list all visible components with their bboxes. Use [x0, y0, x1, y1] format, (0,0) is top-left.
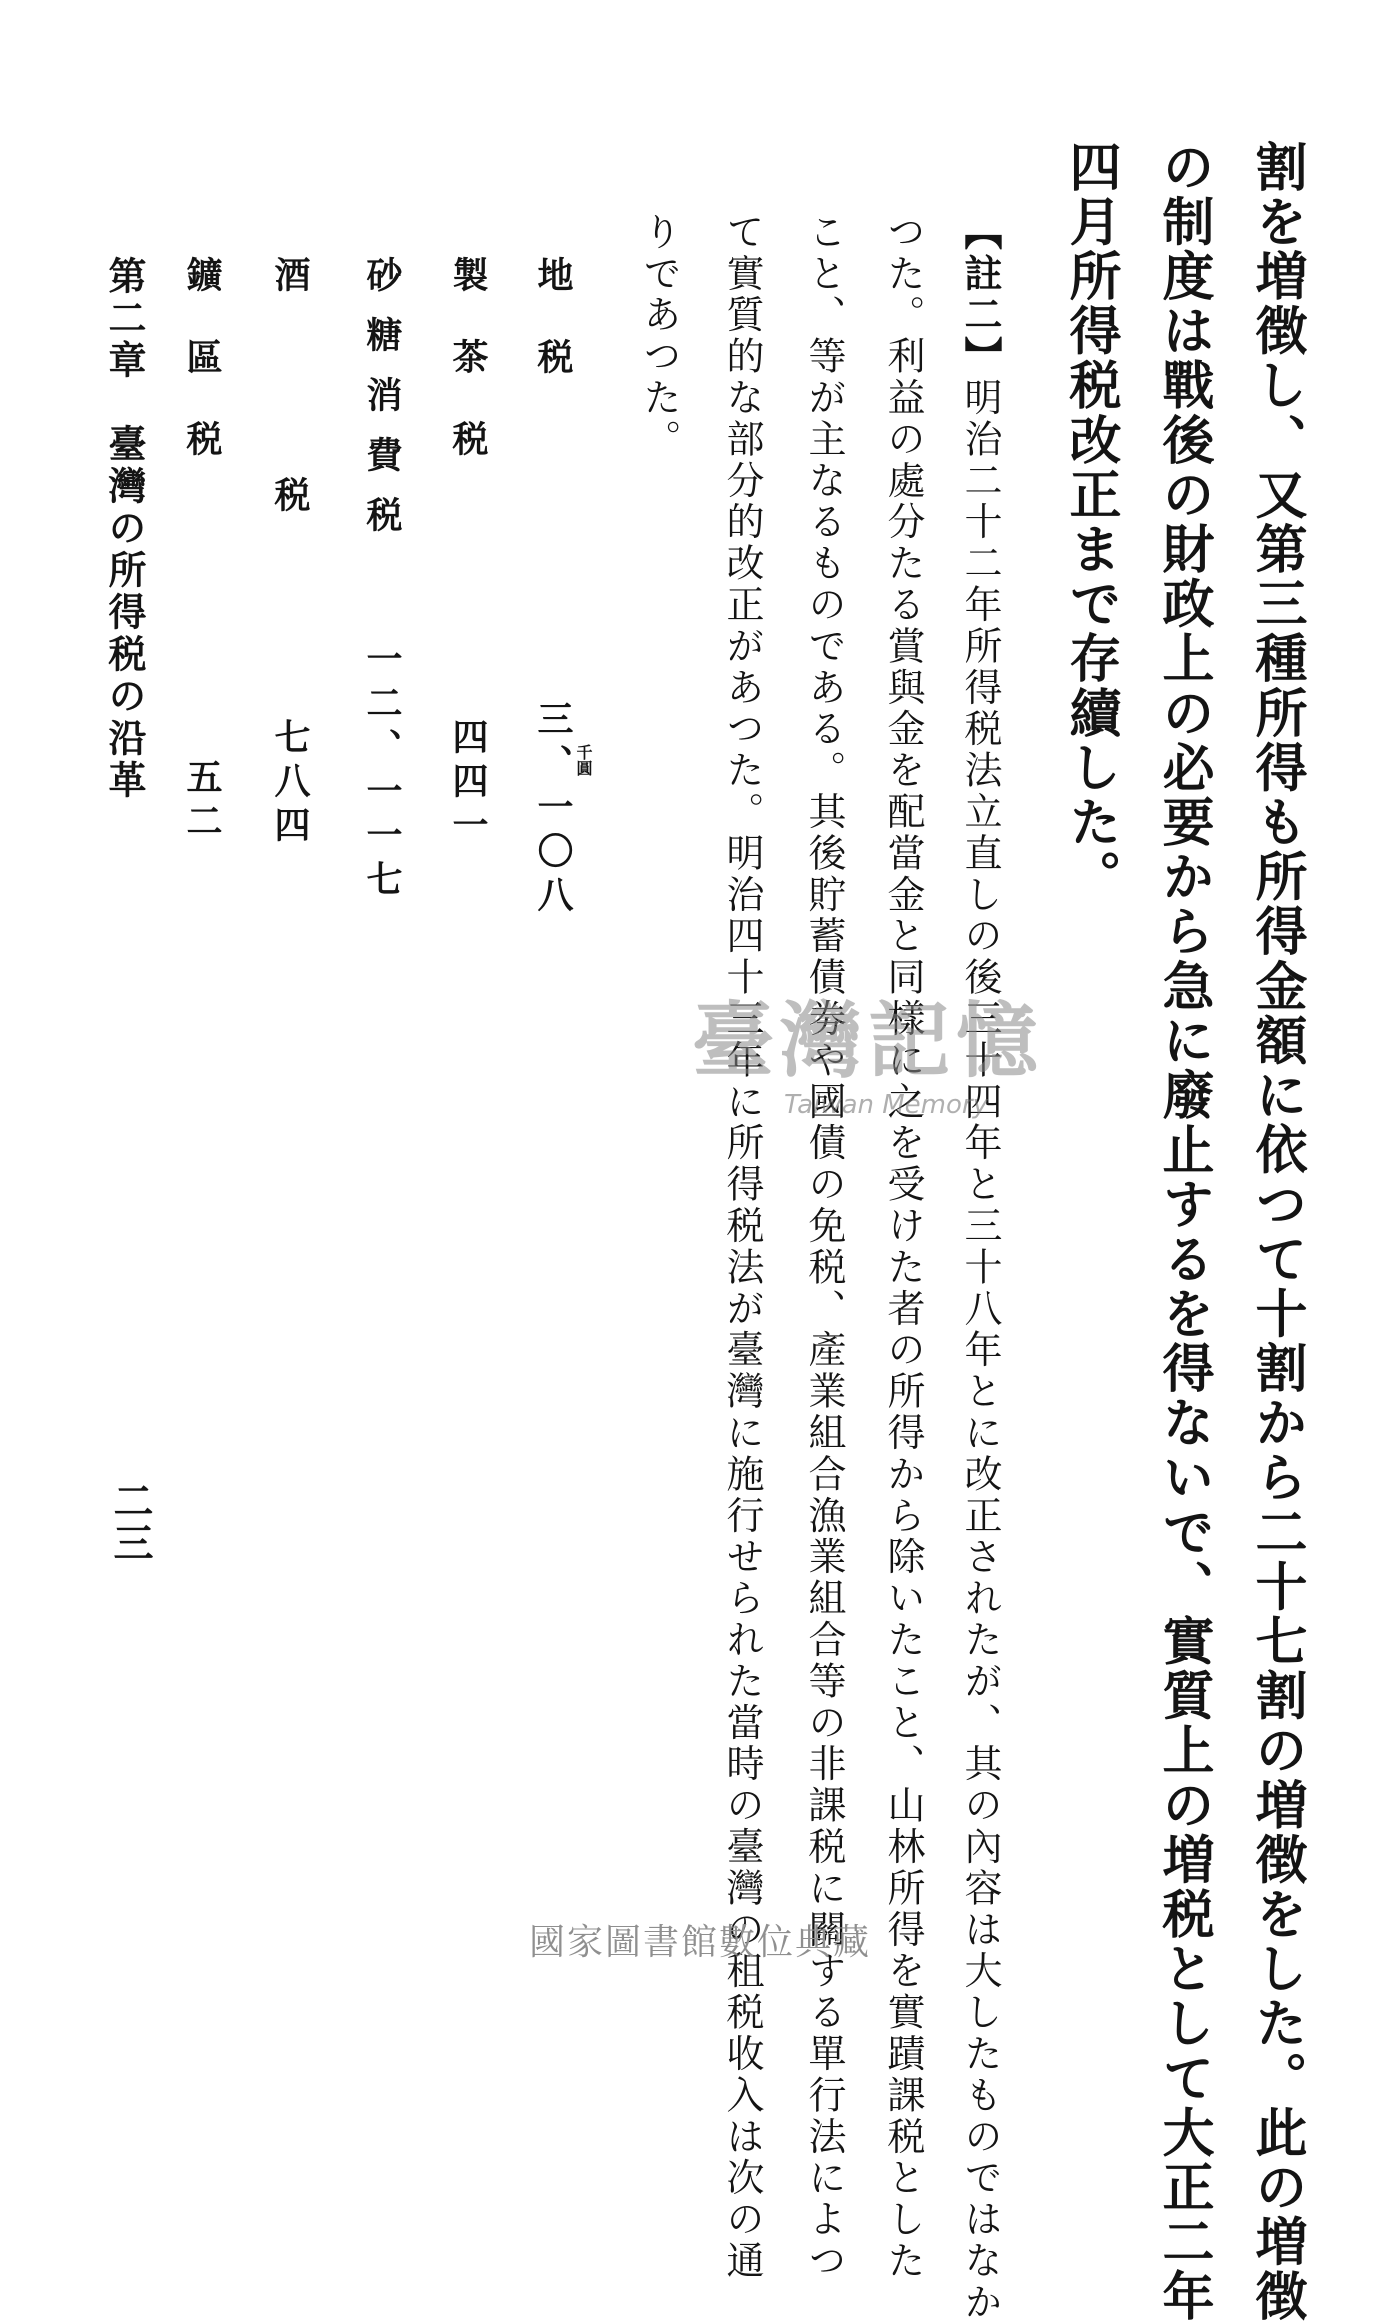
watermark-subtitle: Taiwan Memory	[784, 1090, 988, 1120]
tax-table-row-name: 鑛區税	[181, 256, 223, 502]
tax-table-unit: 千圓	[574, 744, 593, 776]
note-column-4: て實質的な部分的改正があつた。明治四十三年に所得税法が臺灣に施行せられた當時の臺灣の租税收入は次の通	[720, 212, 764, 2282]
footer-credit: 國家圖書館數位典藏	[528, 1922, 871, 1963]
tax-table-row-name: 砂糖消費税	[361, 256, 403, 556]
main-text-column-3: 四月所得税改正まで存續した。	[1060, 140, 1121, 905]
tax-table-row-name: 地税	[532, 256, 574, 420]
note-column-5: りであつた。	[637, 212, 681, 461]
tax-table-row-value: 一二、一一七	[361, 640, 403, 904]
main-text-column-2: の制度は戰後の財政上の必要から急に廢止するを得ないで、實質上の増税として大正二年	[1153, 140, 1214, 2324]
note-column-1-text: 明治二十二年所得税法立直しの後三十四年と三十八年とに改正されたが、其の內容は大したものではなか	[958, 377, 1002, 2324]
running-head: 第二章 臺灣の所得税の沿革	[102, 256, 147, 802]
note-column-3: こと、等が主なるものである。其後貯蓄債劵や國債の免税、產業組合漁業組合等の非課税に關する單行法によつ	[802, 212, 846, 2282]
page-number: 二三	[107, 1480, 154, 1564]
tax-table-row-name: 製茶税	[447, 256, 489, 502]
main-text-column-1: 割を増徴し、又第三種所得も所得金額に依つて十割から二十七割の増徴をした。此の増徴	[1246, 140, 1307, 2324]
note-tag: 【註二】	[958, 212, 1003, 378]
watermark	[692, 993, 1112, 1150]
tax-table-row-value: 七八四	[269, 718, 311, 850]
tax-table-row-name: 酒税	[269, 256, 311, 696]
watermark-logo: 臺灣記憶	[692, 993, 1045, 1089]
tax-table-row-value: 五二	[181, 758, 223, 846]
tax-table-row-value: 三、一〇八	[532, 700, 574, 920]
note-column-2: つた。利益の處分たる賞與金を配當金と同樣に之を受けた者の所得から除いたこと、山林所得を實蹟課税とした	[881, 212, 925, 2282]
tax-table-row-value: 四四一	[447, 718, 489, 850]
note-column-1	[958, 212, 1003, 2324]
